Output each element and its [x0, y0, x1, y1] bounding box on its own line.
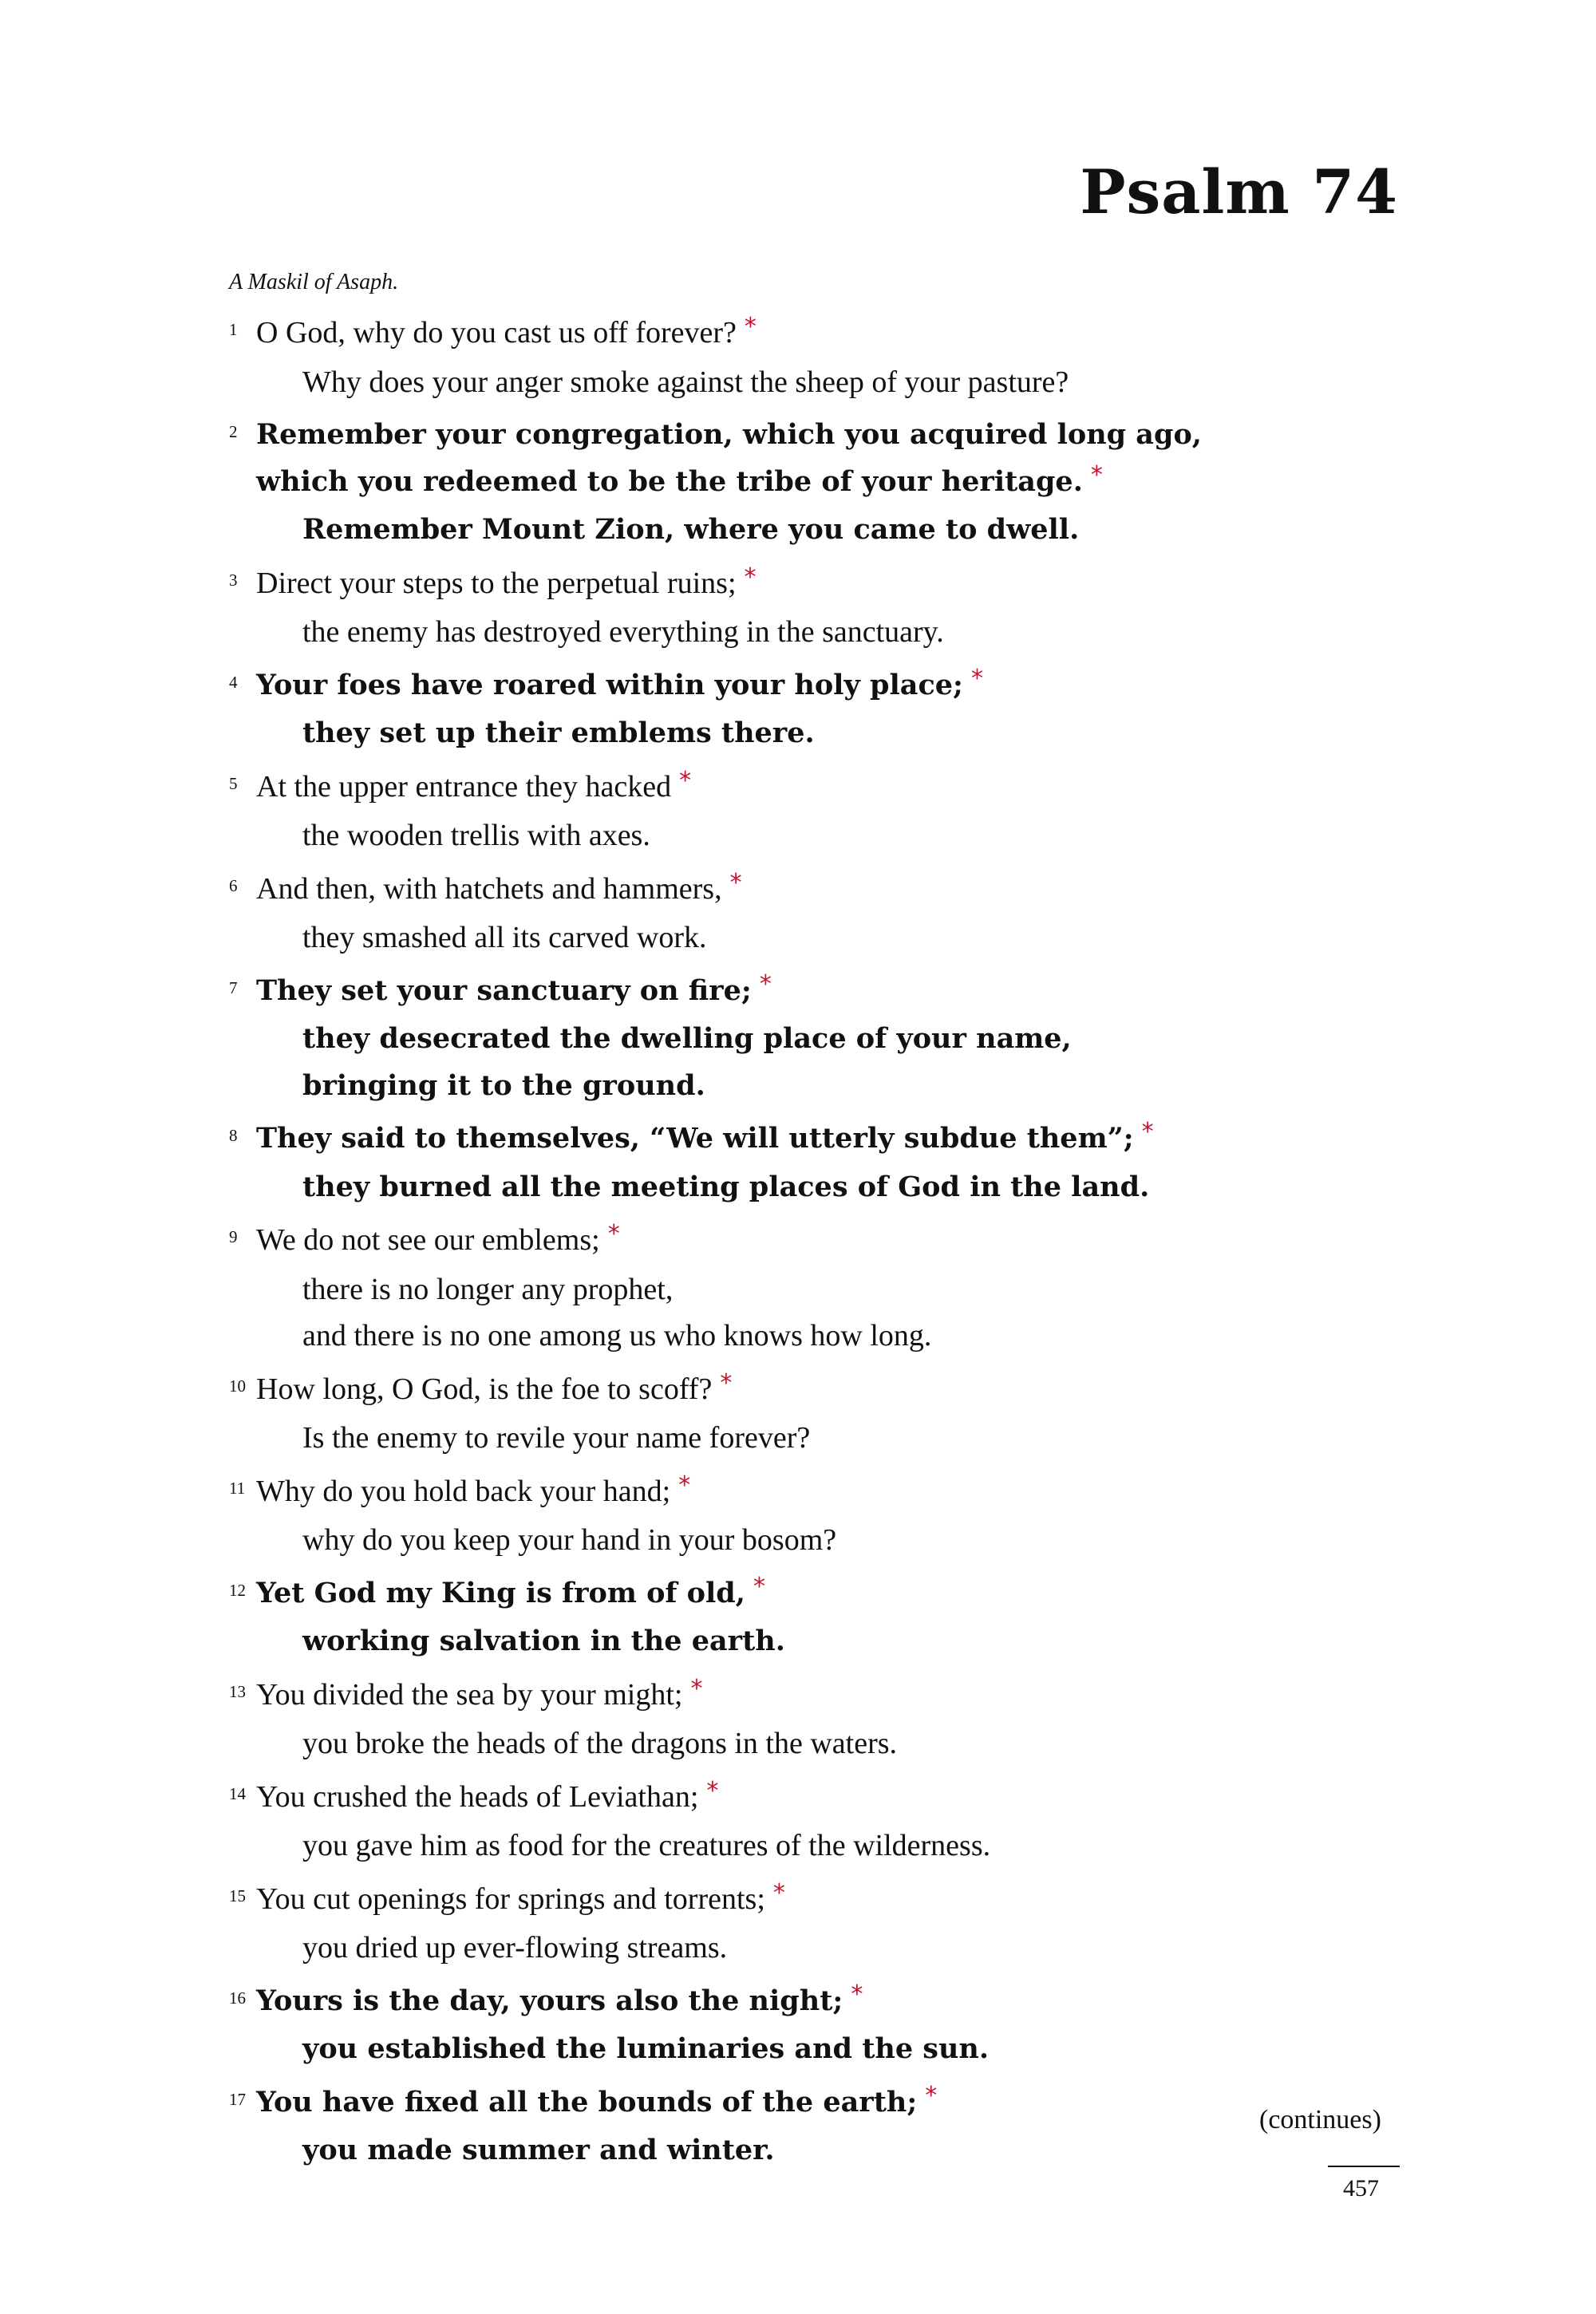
verse-text: the wooden trellis with axes. [302, 819, 650, 852]
asterisk-mark: * [744, 563, 757, 591]
asterisk-mark: * [729, 868, 742, 897]
verse-text: You divided the sea by your might; [256, 1677, 683, 1712]
asterisk-mark: * [607, 1220, 620, 1248]
verse-14 [229, 1774, 1426, 1870]
verse-line [229, 1570, 1426, 1619]
asterisk-mark: * [925, 2081, 938, 2110]
verse-7 [229, 968, 1426, 1110]
verse-3 [229, 560, 1426, 656]
verse-text: They said to themselves, “We will utterly subdue them”; [256, 1122, 1134, 1155]
verse-text: At the upper entrance they hacked [256, 769, 672, 804]
asterisk-mark: * [851, 1980, 863, 2008]
verse-line [229, 507, 1426, 554]
verse-2 [229, 412, 1426, 554]
verse-11 [229, 1468, 1426, 1564]
verse-number: 8 [229, 1126, 238, 1145]
verse-text: We do not see our emblems; [256, 1223, 600, 1257]
verse-number: 6 [229, 875, 238, 895]
verse-text: there is no longer any prophet, [302, 1272, 674, 1306]
verse-number: 17 [229, 2089, 246, 2109]
verse-16 [229, 1978, 1426, 2073]
verse-5 [229, 764, 1426, 859]
verse-line [229, 1468, 1426, 1518]
verse-line [229, 609, 1426, 656]
verse-line [229, 812, 1426, 859]
asterisk-mark: * [1141, 1118, 1154, 1146]
verse-text: the enemy has destroyed everything in the sanctuary. [302, 615, 944, 649]
verse-text: they smashed all its carved work. [302, 921, 707, 954]
verse-text: why do you keep your hand in your bosom? [302, 1523, 837, 1557]
verse-text: You have fixed all the bounds of the earth; [256, 2085, 918, 2119]
verse-line [229, 1266, 1426, 1313]
psalm-title: Psalm 74 [1080, 156, 1398, 227]
verse-15 [229, 1876, 1426, 1972]
verse-4 [229, 662, 1426, 757]
verse-text: you broke the heads of the dragons in the waters. [302, 1727, 898, 1760]
asterisk-mark: * [759, 969, 772, 998]
verse-line [229, 1720, 1426, 1767]
verse-text: You crushed the heads of Leviathan; [256, 1779, 699, 1814]
verse-text: Why do you hold back your hand; [256, 1474, 671, 1508]
verse-text: you made summer and winter. [302, 2134, 775, 2166]
verse-text: O God, why do you cast us off forever? [256, 316, 737, 349]
verse-17 [229, 2079, 1426, 2174]
verse-number: 16 [229, 1988, 246, 2008]
verse-12 [229, 1570, 1426, 1665]
verse-10 [229, 1366, 1426, 1462]
verse-line [229, 1366, 1426, 1416]
verse-number: 2 [229, 422, 238, 441]
superscription: A Maskil of Asaph. [229, 270, 399, 294]
verse-number: 15 [229, 1886, 246, 1905]
verse-text: you established the luminaries and the sun. [302, 2032, 990, 2065]
verse-line [229, 310, 1426, 359]
verse-13 [229, 1672, 1426, 1767]
verse-text: And then, with hatchets and hammers, [256, 871, 722, 906]
verse-line [229, 1822, 1426, 1870]
verse-line [229, 1016, 1426, 1063]
asterisk-mark: * [690, 1674, 703, 1703]
verse-list [229, 310, 1426, 2181]
verse-line [229, 1517, 1426, 1564]
verse-line [229, 2026, 1426, 2073]
verse-line [229, 1313, 1426, 1360]
verse-text: Is the enemy to revile your name forever? [302, 1421, 811, 1455]
asterisk-mark: * [1090, 460, 1103, 489]
verse-text: they burned all the meeting places of God in the land. [302, 1170, 1150, 1203]
verse-number: 9 [229, 1227, 238, 1246]
verse-text: Remember Mount Zion, where you came to dwell. [302, 513, 1080, 546]
verse-line [229, 459, 1426, 507]
verse-text: they desecrated the dwelling place of your name, [302, 1022, 1072, 1055]
verse-text: How long, O God, is the foe to scoff? [256, 1372, 713, 1406]
verse-1 [229, 310, 1426, 405]
verse-number: 1 [229, 320, 238, 339]
verse-line [229, 764, 1426, 813]
verse-line [229, 2127, 1426, 2174]
verse-text: Yours is the day, yours also the night; [256, 1984, 843, 2017]
verse-9 [229, 1217, 1426, 1360]
verse-line [229, 359, 1426, 406]
verse-text: which you redeemed to be the tribe of your heritage. [256, 464, 1083, 498]
asterisk-mark: * [753, 1572, 765, 1601]
verse-line [229, 2079, 1426, 2128]
verse-line [229, 1063, 1426, 1110]
verse-8 [229, 1116, 1426, 1210]
verse-number: 13 [229, 1681, 246, 1701]
page-number: 457 [1343, 2175, 1379, 2201]
verse-number: 7 [229, 977, 238, 997]
verse-number: 10 [229, 1376, 246, 1396]
verse-line [229, 968, 1426, 1017]
verse-line [229, 662, 1426, 711]
asterisk-mark: * [772, 1878, 785, 1907]
verse-line [229, 1672, 1426, 1721]
verse-text: They set your sanctuary on fire; [256, 973, 752, 1007]
verse-text: Direct your steps to the perpetual ruins; [256, 566, 737, 600]
verse-line [229, 412, 1426, 459]
verse-number: 12 [229, 1580, 246, 1600]
verse-line [229, 1876, 1426, 1925]
asterisk-mark: * [970, 664, 983, 693]
verse-line [229, 1618, 1426, 1665]
asterisk-mark: * [706, 1776, 719, 1805]
verse-line [229, 1217, 1426, 1266]
asterisk-mark: * [720, 1368, 733, 1397]
verse-line [229, 710, 1426, 757]
asterisk-mark: * [678, 1471, 691, 1499]
verse-text: working salvation in the earth. [302, 1625, 785, 1657]
verse-number: 4 [229, 672, 238, 692]
verse-line [229, 866, 1426, 915]
verse-text: Why does your anger smoke against the sheep of your pasture? [302, 365, 1069, 399]
asterisk-mark: * [744, 313, 757, 341]
verse-text: bringing it to the ground. [302, 1068, 705, 1102]
verse-text: You cut openings for springs and torrents; [256, 1882, 765, 1916]
verse-text: Your foes have roared within your holy place; [256, 668, 963, 701]
verse-line [229, 1116, 1426, 1164]
verse-text: they set up their emblems there. [302, 717, 815, 749]
verse-text: and there is no one among us who knows how long. [302, 1319, 932, 1352]
verse-line [229, 1925, 1426, 1972]
verse-line [229, 1978, 1426, 2027]
verse-number: 3 [229, 570, 238, 590]
verse-text: you dried up ever-flowing streams. [302, 1931, 728, 1965]
verse-number: 11 [229, 1478, 246, 1498]
continues-note: (continues) [1259, 2105, 1381, 2134]
verse-6 [229, 866, 1426, 962]
verse-line [229, 1415, 1426, 1462]
verse-number: 14 [229, 1783, 246, 1803]
verse-line [229, 1774, 1426, 1823]
verse-number: 5 [229, 773, 238, 793]
asterisk-mark: * [679, 766, 692, 795]
page-number-rule [1328, 2166, 1400, 2167]
verse-text: Remember your congregation, which you acquired long ago, [256, 418, 1202, 451]
verse-line [229, 560, 1426, 610]
verse-text: you gave him as food for the creatures of the wilderness. [302, 1829, 991, 1862]
verse-line [229, 914, 1426, 962]
verse-text: Yet God my King is from of old, [256, 1576, 745, 1609]
verse-line [229, 1164, 1426, 1211]
